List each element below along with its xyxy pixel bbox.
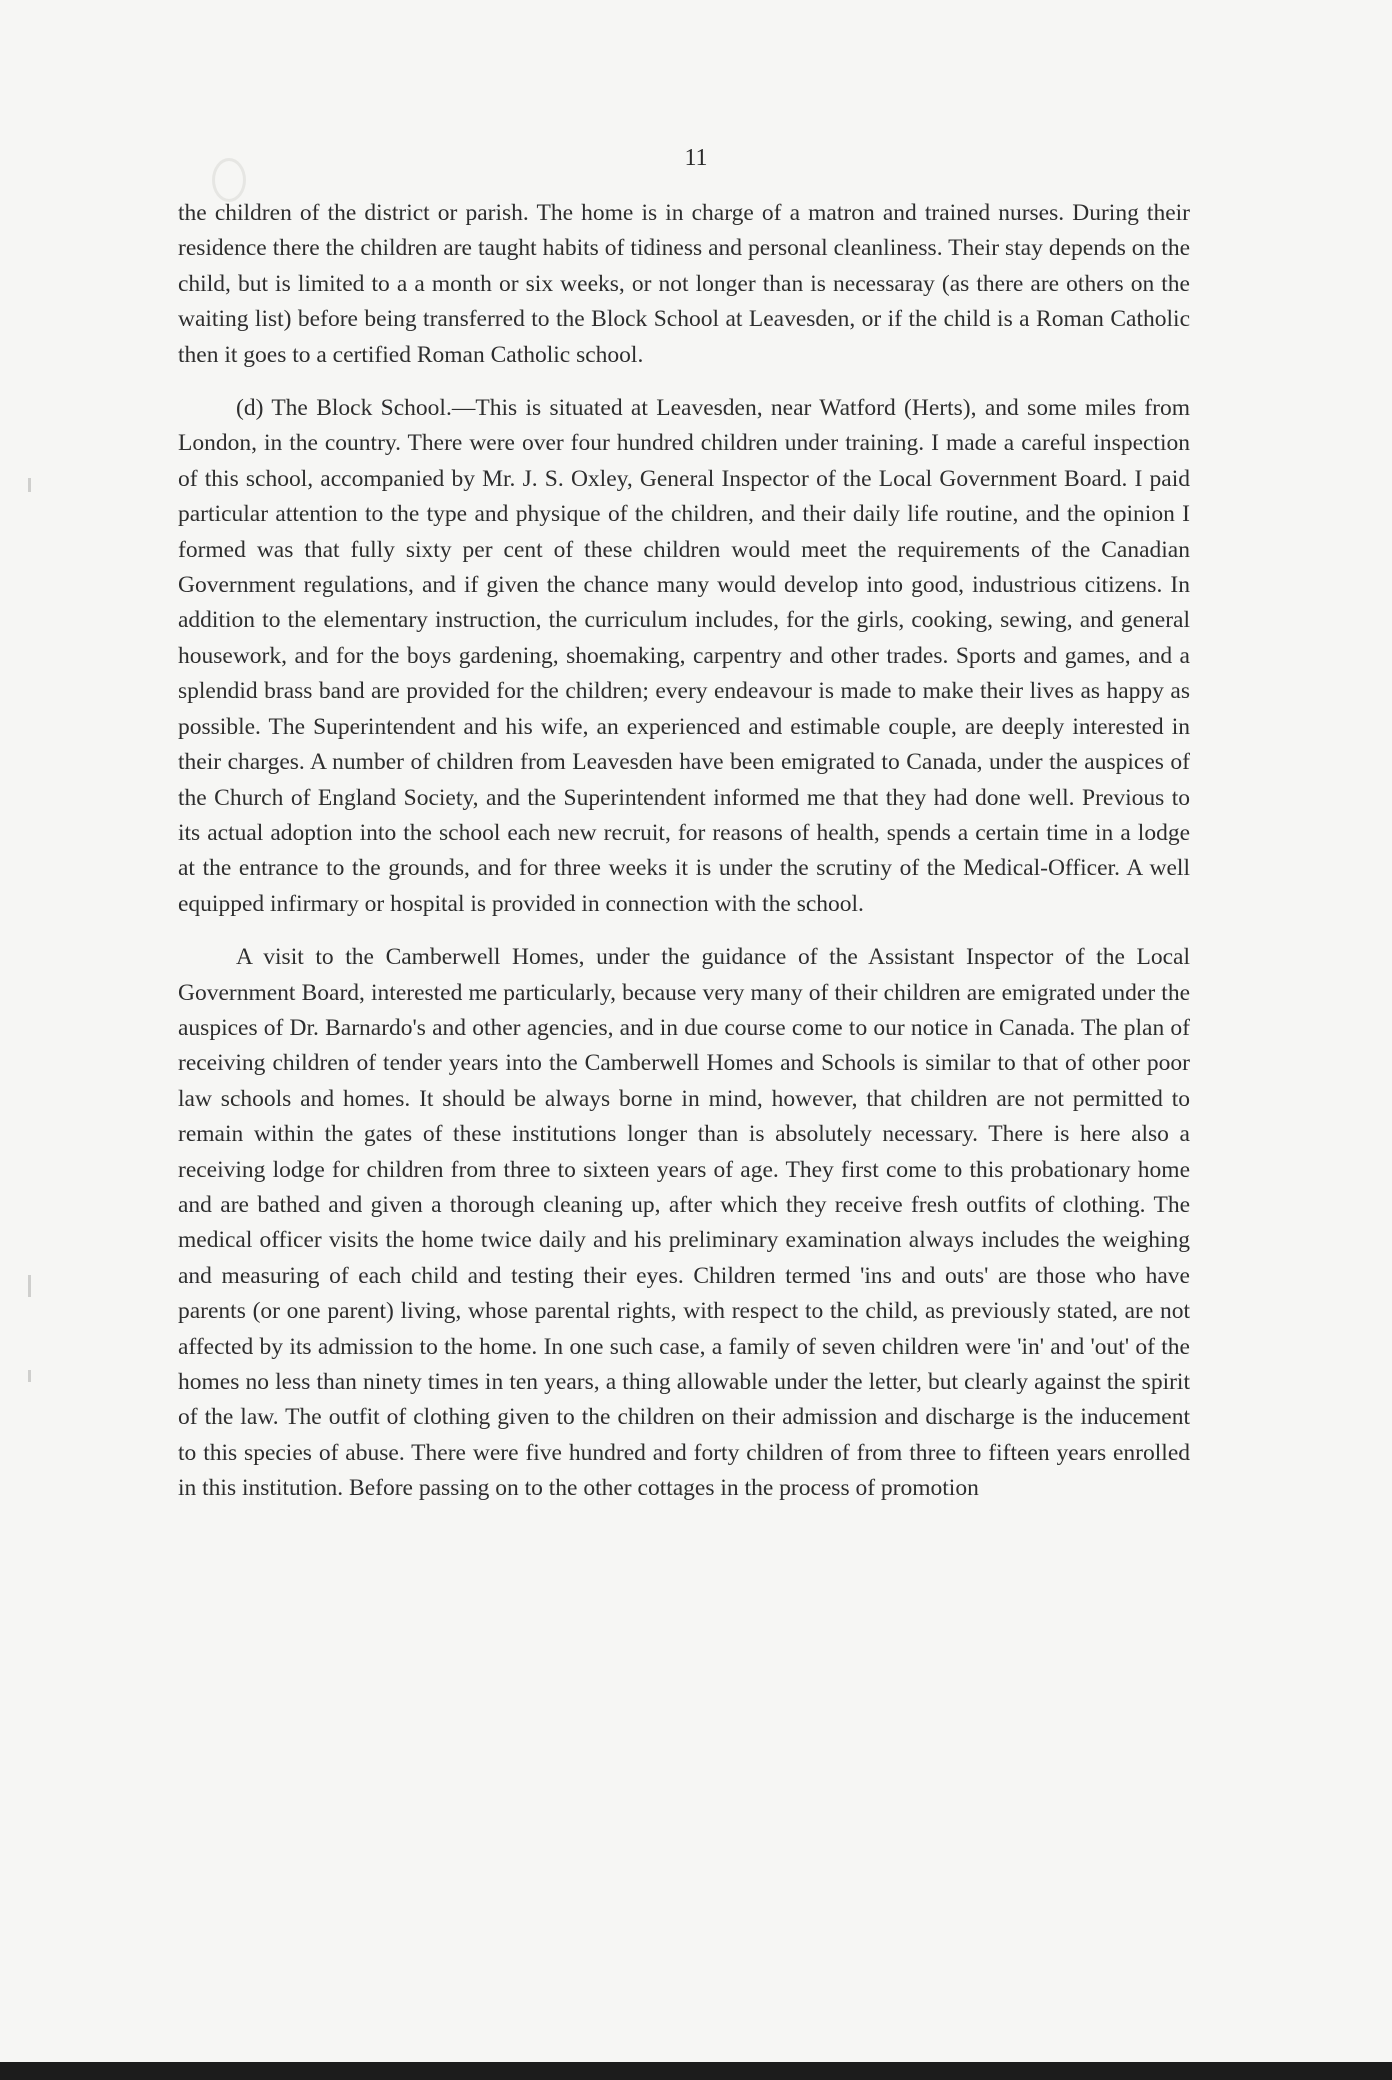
scan-border — [0, 2062, 1392, 2080]
body-text — [178, 196, 1190, 1507]
margin-mark — [28, 1275, 31, 1297]
paragraph-camberwell-homes: A visit to the Camberwell Homes, under the guidance of the Assistant Inspector of the Local Government Board, interested me particularly, because very many of their children are emigrated under the auspices of Dr. Barnardo's and other agencies, and in due course come to our notice in Canada. The plan of receiving children of tender years into the Camberwell Homes and Schools is similar to that of other poor law schools and homes. It should be always borne in mind, however, that children are not permitted to remain within the gates of these institutions longer than is absolutely necessary. There is here also a receiving lodge for children from three to sixteen years of age. They first come to this probationary home and are bathed and given a thorough cleaning up, after which they receive fresh outfits of clothing. The medical officer visits the home twice daily and his preliminary examination always includes the weighing and measuring of each child and testing their eyes. Children termed 'ins and outs' are those who have parents (or one parent) living, whose parental rights, with respect to the child, as previously stated, are not affected by its admission to the home. In one such case, a family of seven children were 'in' and 'out' of the homes no less than ninety times in ten years, a thing allowable under the letter, but clearly against the spirit of the law. The outfit of clothing given to the children on their admission and discharge is the inducement to this species of abuse. There were five hundred and forty children of from three to fifteen years enrolled in this institution. Before passing on to the other cottages in the process of promotion — [178, 944, 1190, 1502]
paragraph-block-school: (d) The Block School.—This is situated at Leavesden, near Watford (Herts), and some miles from London, in the country. There were over four hundred children under training. I made a careful inspection of this school, accompanied by Mr. J. S. Oxley, General Inspector of the Local Government Board. I paid particular attention to the type and physique of the children, and their daily life routine, and the opinion I formed was that fully sixty per cent of these children would meet the requirements of the Canadian Government regulations, and if given the chance many would develop into good, industrious citizens. In addition to the elementary instruction, the curriculum includes, for the girls, cooking, sewing, and general housework, and for the boys gardening, shoemaking, carpentry and other trades. Sports and games, and a splendid brass band are provided for the children; every endeavour is made to make their lives as happy as possible. The Superintendent and his wife, an experienced and estimable couple, are deeply interested in their charges. A number of children from Leavesden have been emigrated to Canada, under the auspices of the Church of England Society, and the Superintendent informed me that they had done well. Previous to its actual adoption into the school each new recruit, for reasons of health, spends a certain time in a lodge at the entrance to the grounds, and for three weeks it is under the scrutiny of the Medical-Officer. A well equipped infirmary or hospital is provided in connection with the school. — [178, 395, 1190, 917]
margin-mark — [28, 1370, 31, 1382]
paragraph-continued: the children of the district or parish. The home is in charge of a matron and trained nurses. During their residence there the children are taught habits of tidiness and personal cleanliness. Their stay depends on the child, but is limited to a a month or six weeks, or not longer than is necessaray (as there are others on the waiting list) before being transferred to the Block School at Leavesden, or if the child is a Roman Catholic then it goes to a certified Roman Catholic school. — [178, 200, 1190, 368]
margin-mark — [28, 478, 31, 492]
page-number: 11 — [684, 145, 708, 171]
